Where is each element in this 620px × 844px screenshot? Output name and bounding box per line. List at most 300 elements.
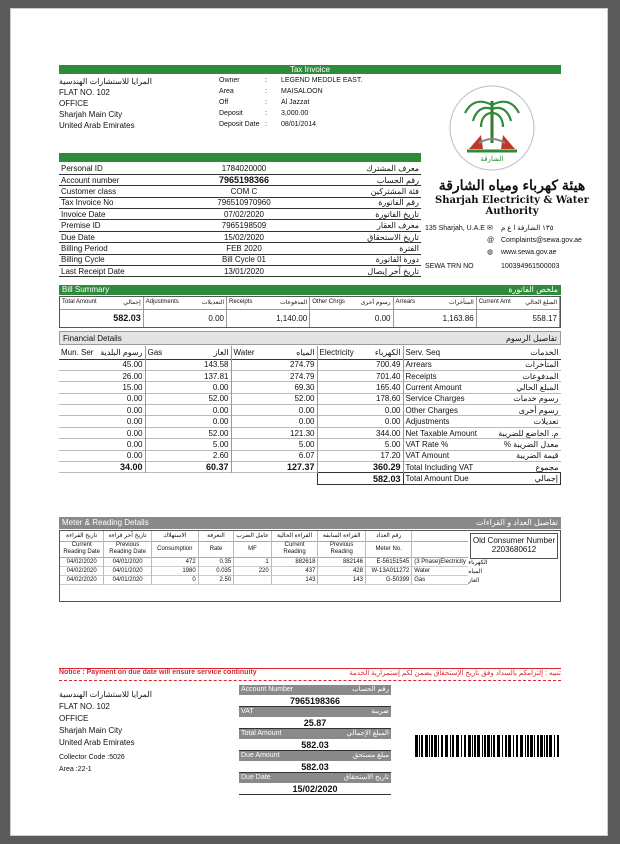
financial-row-label-en: VAT Amount	[405, 451, 450, 461]
financial-row-label	[403, 427, 561, 438]
barcode-bar	[502, 735, 503, 757]
meter-col-header-en: Current Reading	[271, 541, 318, 557]
slip-value: 15/02/2020	[239, 783, 391, 795]
off-label: Off	[219, 99, 229, 106]
financial-cell: 5.00	[317, 439, 403, 450]
barcode-bar	[540, 735, 543, 757]
footer-name-ar: المرايا للاستشارات الهندسية	[59, 690, 152, 699]
meter-row	[60, 557, 468, 566]
meter-cell: 0.035	[198, 566, 234, 575]
barcode-bar	[456, 735, 459, 757]
customer-address	[59, 76, 209, 131]
financial-row	[59, 382, 561, 393]
meter-title: Meter & Reading Details	[62, 518, 149, 527]
meter-type-ar: الكهرباء	[468, 559, 488, 566]
barcode-bar	[461, 735, 462, 757]
financial-row	[59, 439, 561, 450]
meter-type	[412, 557, 488, 566]
barcode-bar	[468, 735, 471, 757]
footer-area: Area :22-1	[59, 766, 92, 773]
account-info-row	[59, 243, 421, 254]
barcode-bar	[434, 735, 437, 757]
barcode-bar	[429, 735, 430, 757]
customer-flat: FLAT NO. 102	[59, 88, 110, 97]
slip-value: 25.87	[239, 717, 391, 729]
meter-header-bar	[59, 517, 561, 529]
slip-value: 582.03	[239, 739, 391, 751]
financial-row-label	[403, 450, 561, 461]
barcode-bar	[415, 735, 418, 757]
meter-col-header-ar: التعرفة	[198, 531, 234, 541]
account-info-value: COM C	[230, 186, 258, 196]
footer-unit: OFFICE	[59, 714, 89, 723]
barcode-bar	[525, 735, 526, 757]
meter-type	[412, 566, 482, 575]
slip-label-en: Account Number	[241, 686, 294, 693]
meter-cell: 428	[318, 566, 366, 575]
barcode-bar	[527, 735, 529, 757]
barcode-bar	[474, 735, 476, 757]
financial-row-label	[403, 393, 561, 404]
financial-cell: 6.07	[231, 450, 317, 461]
financial-row-label-ar: المبلغ الحالي	[516, 382, 559, 392]
account-info-value: 796510970960	[217, 198, 271, 208]
account-info-row	[59, 197, 421, 208]
financial-cell: 0.00	[317, 416, 403, 427]
financial-row-label-en: Current Amount	[405, 382, 462, 392]
slip-label-en: Due Date	[241, 774, 271, 781]
meter-type	[412, 575, 480, 584]
bill-summary-header-ar: المدفوعات	[280, 300, 308, 307]
account-info-row	[59, 220, 421, 231]
account-info-row	[59, 186, 421, 197]
old-consumer-label: Old Consumer Number	[472, 536, 556, 545]
slip-value: 582.03	[239, 761, 391, 773]
financial-row-label-ar: م. الخاضع للضريبة	[498, 428, 559, 438]
meter-cell: 2.50	[198, 575, 234, 584]
account-info-label-ar: معرف العقار	[377, 221, 419, 231]
barcode-bar	[482, 735, 483, 757]
account-info-value: 1784020000	[221, 163, 267, 173]
barcode-bar	[445, 735, 448, 757]
barcode	[415, 735, 563, 757]
financial-col-header-ar: الخدمات	[530, 347, 559, 357]
financial-row-label	[403, 405, 561, 416]
meter-row	[60, 575, 468, 584]
notice-cut-line	[59, 680, 561, 681]
bill-summary-header-ar: المبلغ الحالي	[525, 300, 557, 307]
account-info-label: Account number	[61, 175, 120, 185]
bill-summary-value: 0.00	[143, 309, 226, 327]
financial-row-label-ar: رسوم أخرى	[518, 405, 559, 415]
financial-row-label-en: Service Charges	[405, 394, 465, 404]
financial-cell: 0.00	[145, 405, 231, 416]
bill-summary-header	[476, 297, 559, 309]
slip-label-bar	[239, 773, 391, 783]
slip-label-ar: مبلغ مستحق	[352, 752, 389, 759]
footer-address	[59, 689, 219, 776]
account-info-label-ar: الفترة	[399, 243, 419, 253]
financial-cell: 344.00	[317, 427, 403, 438]
bill-summary-header	[60, 297, 143, 309]
barcode-bar	[491, 735, 492, 757]
barcode-bar	[441, 735, 443, 757]
financial-cell: 0.00	[59, 427, 145, 438]
bill-summary-header-ar: إجمالي	[123, 300, 141, 307]
bill-summary-table	[60, 297, 560, 327]
financial-row-label-en: Total Including VAT	[405, 462, 474, 472]
barcode-bar	[534, 735, 535, 757]
off-sep: :	[265, 99, 267, 106]
barcode-bar	[487, 735, 490, 757]
meter-cell: 04/02/2020	[60, 575, 104, 584]
deposit-sep: :	[265, 110, 267, 117]
financial-cell: 165.40	[317, 382, 403, 393]
trn-value: 100394961500003	[501, 263, 560, 270]
meter-cell: 0	[151, 575, 198, 584]
bill-summary-header-ar: رسوم أخرى	[360, 300, 391, 307]
slip-label-ar: رقم الحساب	[352, 686, 389, 693]
meter-col-header-ar: عامل الضرب	[234, 531, 272, 541]
meter-cell: 143	[271, 575, 318, 584]
meter-cell: G-50399	[365, 575, 411, 584]
meter-type-ar: الغاز	[468, 577, 480, 584]
barcode-bar	[516, 735, 518, 757]
slip-label-en: VAT	[241, 708, 254, 715]
authority-contact	[425, 223, 605, 273]
barcode-bar	[557, 735, 559, 757]
financial-col-header-en: Gas	[147, 347, 163, 357]
mail-icon: ✉	[487, 225, 493, 232]
meter-col-header-en: Previous Reading	[318, 541, 366, 557]
financial-col-header-en: Electricity	[319, 347, 354, 357]
financial-cell: 360.29	[317, 462, 403, 473]
meter-cell: 220	[234, 566, 272, 575]
barcode-bar	[452, 735, 454, 757]
meter-cell	[234, 575, 272, 584]
meter-cell: 04/01/2020	[104, 566, 152, 575]
area-label: Area	[219, 88, 234, 95]
barcode-bar	[549, 735, 552, 757]
account-info-row	[59, 174, 421, 185]
account-info-label: Premise ID	[61, 221, 101, 231]
financial-col-header	[317, 346, 403, 359]
financial-row-label-en: Receipts	[405, 371, 437, 381]
financial-cell: 45.00	[59, 359, 145, 370]
area-sep: :	[265, 88, 267, 95]
meter-col-header-ar: القراءة الحالية	[271, 531, 318, 541]
financial-cell: 0.00	[59, 393, 145, 404]
bill-summary-header-en: Adjustments	[145, 299, 179, 306]
footer-country: United Arab Emirates	[59, 738, 135, 747]
bill-summary-header-en: Arrears	[395, 299, 416, 306]
financial-row	[59, 359, 561, 370]
invoice-page	[10, 8, 608, 836]
deposit-date-label: Deposit Date	[219, 121, 260, 128]
owner-info	[219, 75, 419, 130]
meter-cell: 437	[271, 566, 318, 575]
account-info-label-ar: تاريخ آخر إيصال	[367, 266, 419, 276]
meter-cell: 1980	[151, 566, 198, 575]
meter-col-header-ar: تاريخ القراءة	[60, 531, 104, 541]
slip-label-bar	[239, 707, 391, 717]
slip-label-bar	[239, 729, 391, 739]
owner-label: Owner	[219, 77, 240, 84]
invoice-title: Tax Invoice	[289, 65, 331, 74]
meter-cell: 882618	[271, 557, 318, 566]
financial-cell: 5.00	[145, 439, 231, 450]
financial-row	[59, 450, 561, 461]
bill-summary-header	[310, 297, 393, 309]
invoice-title-bar	[59, 65, 561, 74]
financial-cell: 2.60	[145, 450, 231, 461]
bill-summary-value: 1,140.00	[227, 309, 310, 327]
deposit-date-value: 08/01/2014	[281, 121, 317, 128]
account-info-row	[59, 209, 421, 220]
financial-cell: 0.00	[145, 416, 231, 427]
barcode-bar	[425, 735, 428, 757]
financial-cell: 178.60	[317, 393, 403, 404]
account-info-value: 13/01/2020	[223, 266, 265, 276]
meter-cell: W-13A011272	[365, 566, 411, 575]
financial-cell: 0.00	[317, 405, 403, 416]
account-info-label: Due Date	[61, 232, 95, 242]
financial-cell: 5.00	[231, 439, 317, 450]
financial-cell: 0.00	[231, 405, 317, 416]
barcode-bar	[438, 735, 439, 757]
bill-summary-header-ar: التعديلات	[201, 300, 224, 307]
account-info-value: FEB 2020	[226, 243, 262, 253]
slip-label-en: Due Amount	[241, 752, 280, 759]
financial-col-header	[403, 346, 561, 359]
financial-col-header	[145, 346, 231, 359]
barcode-bar	[419, 735, 420, 757]
financial-col-header	[59, 346, 145, 359]
barcode-bar	[450, 735, 451, 757]
notice	[59, 669, 561, 679]
customer-name-ar: المرايا للاستشارات الهندسية	[59, 77, 152, 86]
financial-row-label-ar: رسوم خدمات	[513, 394, 559, 404]
account-info-label: Billing Cycle	[61, 255, 105, 265]
slip-label-en: Total Amount	[241, 730, 282, 737]
financial-row-label	[403, 416, 561, 427]
account-info-value: 15/02/2020	[223, 232, 265, 242]
old-consumer-value: 2203680612	[491, 545, 537, 554]
financial-col-header-ar: رسوم البلدية	[100, 347, 143, 357]
footer-flat: FLAT NO. 102	[59, 702, 110, 711]
meter-col-header-en: MF	[234, 541, 272, 557]
bill-summary-title-ar: ملخص الفاتورة	[508, 285, 558, 294]
account-info-label: Tax Invoice No	[61, 198, 114, 208]
financial-cell: 69.30	[231, 382, 317, 393]
account-info-label-ar: رقم الفاتورة	[378, 198, 419, 208]
financial-cell: 121.30	[231, 427, 317, 438]
meter-col-header-en: Previous Reading Date	[104, 541, 152, 557]
barcode-bar	[484, 735, 486, 757]
account-info-value: Bill Cycle 01	[221, 255, 266, 265]
meter-cell: E-56151545	[365, 557, 411, 566]
area-value: MAISALOON	[281, 88, 323, 95]
financial-title: Financial Details	[63, 334, 122, 343]
financial-row-label-ar: المتأخرات	[525, 360, 559, 370]
deposit-date-sep: :	[265, 121, 267, 128]
meter-col-header-ar: القراءة السابقة	[318, 531, 366, 541]
barcode-bar	[421, 735, 423, 757]
financial-due-label-en: Total Amount Due	[405, 474, 469, 484]
financial-row	[59, 393, 561, 404]
bill-summary-value: 582.03	[60, 309, 143, 327]
pobox-ar: ١٣٥ الشارقة ا ع م	[501, 225, 554, 232]
bill-summary-box	[59, 296, 561, 328]
account-info-label: Personal ID	[61, 163, 103, 173]
meter-table	[60, 531, 488, 585]
bill-summary-value: 558.17	[476, 309, 559, 327]
account-info-label: Last Receipt Date	[61, 266, 125, 276]
financial-cell: 52.00	[145, 427, 231, 438]
financial-due-row	[59, 473, 561, 485]
deposit-value: 3,000.00	[281, 110, 309, 117]
owner-sep: :	[265, 77, 267, 84]
meter-cell: 04/01/2020	[104, 557, 152, 566]
account-info-label-ar: تاريخ الاستحقاق	[367, 232, 419, 242]
meter-col-header-ar: رقم العداد	[365, 531, 411, 541]
account-info-row	[59, 254, 421, 265]
globe-icon: ◍	[487, 249, 494, 256]
account-info-value: 07/02/2020	[223, 209, 265, 219]
financial-cell: 34.00	[59, 462, 145, 473]
financial-col-header-en: Serv. Seq	[405, 347, 441, 357]
financial-col-header	[231, 346, 317, 359]
bill-summary-header-en: Current Amt	[478, 299, 511, 306]
logo-caption: الشارقة	[480, 156, 504, 163]
barcode-bar	[554, 735, 555, 757]
barcode-bar	[464, 735, 466, 757]
financial-row	[59, 370, 561, 381]
financial-row-label-ar: معدل الضريبة %	[503, 439, 559, 449]
financial-cell: 0.00	[145, 382, 231, 393]
financial-row	[59, 427, 561, 438]
financial-header-row	[59, 346, 561, 359]
customer-country: United Arab Emirates	[59, 121, 135, 130]
authority-name-ar: هيئة كهرباء ومياه الشارقة	[438, 177, 586, 193]
financial-cell: 0.00	[231, 416, 317, 427]
financial-row-label-en: Net Taxable Amount	[405, 428, 477, 438]
financial-row-label	[403, 370, 561, 381]
account-info-label-ar: تاريخ الفاتورة	[375, 209, 419, 219]
slip-label-bar	[239, 685, 391, 695]
bill-summary-header	[227, 297, 310, 309]
barcode-bar	[505, 735, 507, 757]
meter-cell: 04/01/2020	[104, 575, 152, 584]
account-info-row	[59, 266, 421, 277]
notice-en: Notice : Payment on due date will ensure service continuity	[59, 669, 257, 676]
financial-row-label-ar: مجموع	[535, 462, 559, 472]
old-consumer-box	[470, 533, 558, 559]
financial-header-bar	[59, 331, 561, 345]
financial-row-label-en: Adjustments	[405, 417, 450, 427]
barcode-bar	[530, 735, 533, 757]
deposit-label: Deposit	[219, 110, 243, 117]
financial-due-value: 582.03	[317, 473, 403, 485]
meter-cell: 882146	[318, 557, 366, 566]
meter-col-header-ar: تاريخ آخر قراءة	[104, 531, 152, 541]
financial-title-ar: تفاصيل الرسوم	[505, 334, 557, 343]
barcode-bar	[497, 735, 500, 757]
account-info-value: 7965198366	[218, 175, 270, 186]
financial-row-label	[403, 359, 561, 370]
customer-city: Sharjah Main City	[59, 110, 123, 119]
bill-summary-header	[143, 297, 226, 309]
financial-table	[59, 346, 561, 485]
meter-row	[60, 566, 468, 575]
account-info-row	[59, 163, 421, 174]
account-info-label-ar: فئة المشتركين	[370, 186, 419, 196]
financial-row-label-en: Arrears	[405, 360, 432, 370]
financial-row-label	[403, 462, 561, 473]
account-info-label-ar: رقم الحساب	[376, 175, 419, 185]
footer-city: Sharjah Main City	[59, 726, 123, 735]
meter-type-en: (3 Phase)Electricity	[414, 558, 466, 565]
financial-row-label	[403, 439, 561, 450]
financial-due-label	[403, 473, 561, 485]
financial-cell: 52.00	[145, 393, 231, 404]
financial-cell: 0.00	[59, 439, 145, 450]
financial-col-header-en: Water	[233, 347, 255, 357]
account-info-bar	[59, 153, 421, 162]
authority-web[interactable]: www.sewa.gov.ae	[501, 249, 557, 256]
barcode-bar	[477, 735, 480, 757]
authority-email[interactable]: Complaints@sewa.gov.ae	[501, 237, 582, 244]
bill-summary-title: Bill Summary	[62, 285, 110, 294]
barcode-bar	[508, 735, 511, 757]
financial-cell: 0.00	[59, 450, 145, 461]
slip-label-bar	[239, 751, 391, 761]
off-value: Al Jazzat	[281, 99, 310, 106]
account-info-value: 7965198509	[221, 221, 267, 231]
collector-code: Collector Code :5026	[59, 754, 125, 761]
customer-unit: OFFICE	[59, 99, 89, 108]
bill-summary-header-en: Other Chrgs	[312, 299, 345, 306]
financial-cell: 0.00	[59, 405, 145, 416]
meter-col-header-en: Meter No.	[365, 541, 411, 557]
financial-cell: 137.81	[145, 370, 231, 381]
financial-col-header-en: Mun. Ser	[61, 347, 94, 357]
financial-row	[59, 416, 561, 427]
barcode-bar	[520, 735, 523, 757]
financial-cell: 26.00	[59, 370, 145, 381]
financial-row	[59, 405, 561, 416]
account-info-label: Customer class	[61, 186, 117, 196]
meter-col-header-ar: الاستهلاك	[151, 531, 198, 541]
trn-label: SEWA TRN NO	[425, 263, 474, 270]
financial-cell: 127.37	[231, 462, 317, 473]
bill-summary-header-ar: المتأخرات	[448, 300, 474, 307]
meter-cell: 0.35	[198, 557, 234, 566]
financial-row	[59, 462, 561, 473]
bill-summary-header-en: Receipts	[229, 299, 253, 306]
owner-value: LEGEND MEDDLE EAST.	[281, 77, 363, 84]
meter-box	[59, 530, 561, 602]
bill-summary-header	[393, 297, 476, 309]
financial-cell: 701.40	[317, 370, 403, 381]
financial-cell: 274.79	[231, 359, 317, 370]
meter-col-header-en: Consumption	[151, 541, 198, 557]
meter-col-header-en: Rate	[198, 541, 234, 557]
slip-label-ar: تاريخ الاستحقاق	[343, 774, 389, 781]
financial-cell: 60.37	[145, 462, 231, 473]
authority-name-en: Sharjah Electricity & Water Authority	[434, 195, 590, 217]
financial-cell: 700.49	[317, 359, 403, 370]
